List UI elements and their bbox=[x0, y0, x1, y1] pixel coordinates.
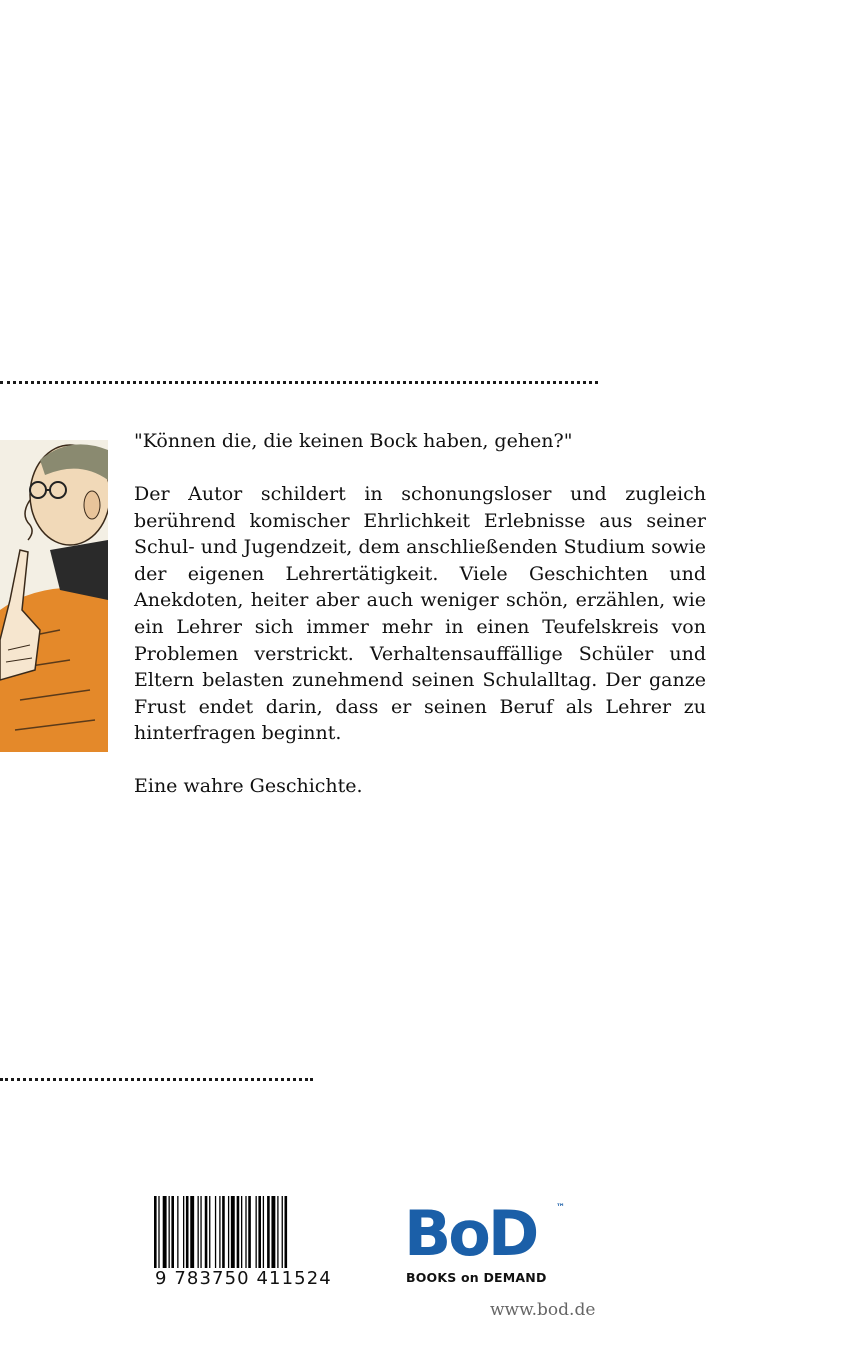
bod-tagline: BOOKS on DEMAND bbox=[406, 1270, 547, 1285]
isbn-digits: 9 783750 411524 bbox=[155, 1268, 332, 1289]
dotted-divider-bottom bbox=[0, 1078, 313, 1081]
publisher-url: www.bod.de bbox=[490, 1300, 596, 1320]
book-quote: "Können die, die keinen Bock haben, gehen?" bbox=[134, 430, 573, 452]
trademark-mark: ™ bbox=[556, 1203, 565, 1213]
bod-logo: BoD bbox=[404, 1197, 537, 1270]
teacher-caricature-icon bbox=[0, 440, 108, 752]
book-blurb: Der Autor schildert in schonungsloser und zugleich berührend komischer Ehrlichkeit Erlebnisse aus seiner Schul- und Jugendzeit, dem anschließenden Studium sowie der eigenen Lehrertätigkeit. Viele Geschichten und Anekdoten, heiter aber auch weniger schön, erzählen, wie ein Lehrer sich immer mehr in einen Teufelskreis von Problemen verstrickt. Verhaltensauffällige Schüler und Eltern belasten zunehmend seinen Schulalltag. Der ganze Frust endet darin, dass er seinen Beruf als Lehrer zu hinterfragen beginnt. bbox=[134, 483, 706, 745]
closing-line: Eine wahre Geschichte. bbox=[134, 775, 363, 797]
dotted-divider-top bbox=[0, 381, 598, 384]
